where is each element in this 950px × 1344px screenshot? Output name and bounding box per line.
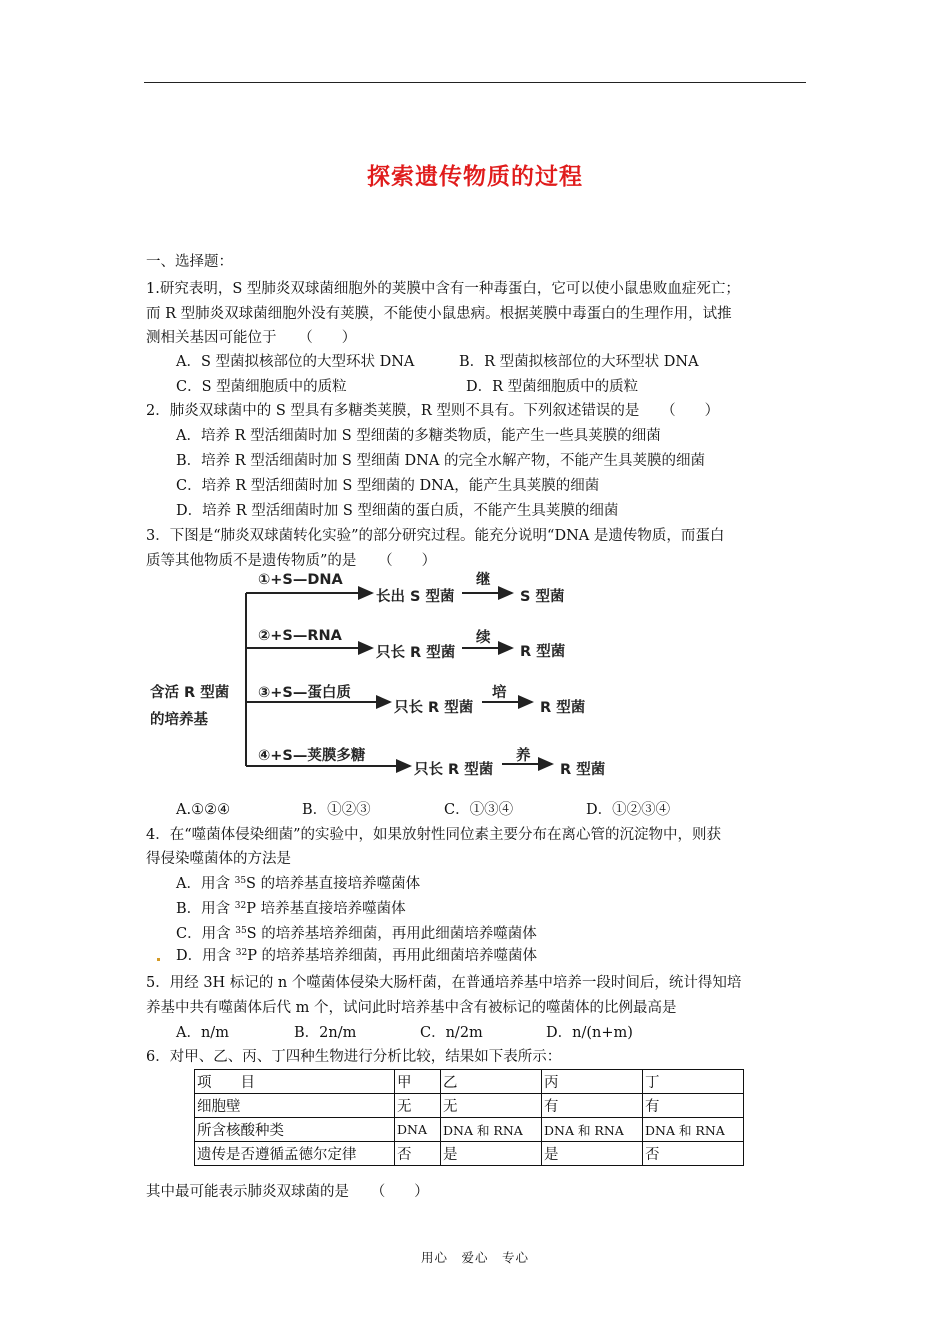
- diagram-final-2: R 型菌: [520, 644, 566, 660]
- q1-option-b: B．R 型菌拟核部位的大环型状 DNA: [459, 354, 699, 370]
- comparison-table: [194, 1069, 744, 1166]
- q2-option-d: D．培养 R 型活细菌时加 S 型细菌的蛋白质，不能产生具荚膜的细菌: [176, 503, 619, 519]
- q4-option-b: B．用含 $^{32}$P 培养基直接培养噬菌体: [176, 901, 406, 917]
- q3-line-1: 3．下图是“肺炎双球菌转化实验”的部分研究过程。能充分说明“DNA 是遗传物质，而蛋白: [146, 528, 725, 544]
- q3-option-d: D．①②③④: [586, 802, 671, 818]
- q5-option-c: C．n/2m: [420, 1025, 483, 1041]
- q5-line-1: 5．用经 3H 标记的 n 个噬菌体侵染大肠杆菌，在普通培养基中培养一段时间后，统计得知培: [146, 975, 742, 991]
- table-cell: 遗传是否遵循孟德尔定律: [195, 1142, 395, 1166]
- diagram-arrow-label-4: 养: [516, 748, 531, 764]
- q3-line-2: 质等其他物质不是遗传物质”的是 （ ）: [146, 553, 437, 569]
- page-title: 探索遗传物质的过程: [367, 164, 583, 190]
- table-cell: 否: [395, 1142, 441, 1166]
- diagram-branch-3: ③+S—蛋白质: [258, 685, 351, 701]
- diagram-branch-2: ②+S—RNA: [258, 628, 342, 644]
- diagram-arrow-label-2: 续: [476, 630, 491, 646]
- q1-option-c: C．S 型菌细胞质中的质粒: [176, 379, 347, 395]
- q6-line-2: 其中最可能表示肺炎双球菌的是 （ ）: [146, 1184, 429, 1200]
- table-cell: 乙: [441, 1070, 542, 1094]
- header-rule: [144, 82, 806, 83]
- q1-line-1: 1.研究表明，S 型肺炎双球菌细胞外的荚膜中含有一种毒蛋白，它可以使小鼠患败血症死亡；: [146, 281, 740, 297]
- q3-option-a: A.①②④: [176, 802, 231, 818]
- table-row: [195, 1142, 744, 1166]
- table-row: [195, 1118, 744, 1142]
- diagram-source-line-1: 含活 R 型菌: [150, 685, 230, 701]
- table-cell: 丁: [643, 1070, 744, 1094]
- q2-option-a: A．培养 R 型活细菌时加 S 型细菌的多糖类物质，能产生一些具荚膜的细菌: [176, 428, 661, 444]
- q1-line-2: 而 R 型肺炎双球菌细胞外没有荚膜，不能使小鼠患病。根据荚膜中毒蛋白的生理作用，试推: [146, 306, 732, 322]
- stray-dot: [157, 958, 160, 961]
- diagram-arrow-label-3: 培: [492, 685, 507, 701]
- diagram-branch-1: ①+S—DNA: [258, 572, 343, 588]
- q3-option-b: B．①②③: [302, 802, 371, 818]
- table-cell: 细胞壁: [195, 1094, 395, 1118]
- diagram-result-2: 只长 R 型菌: [376, 645, 456, 661]
- diagram-result-3: 只长 R 型菌: [394, 700, 474, 716]
- q5-option-d: D．n/(n+m): [546, 1025, 633, 1041]
- q4-option-d: D．用含 $^{32}$P 的培养基培养细菌，再用此细菌培养噬菌体: [176, 948, 538, 964]
- diagram-final-1: S 型菌: [520, 589, 565, 605]
- q5-option-b: B．2n/m: [294, 1025, 357, 1041]
- diagram-final-3: R 型菌: [540, 700, 586, 716]
- q4-option-a: A．用含 $^{35}$S 的培养基直接培养噬菌体: [176, 876, 421, 892]
- q3-option-c: C．①③④: [444, 802, 514, 818]
- table-cell: 无: [441, 1094, 542, 1118]
- table-cell: 项 目: [195, 1070, 395, 1094]
- diagram-final-4: R 型菌: [560, 762, 606, 778]
- diagram-branch-4: ④+S—荚膜多糖: [258, 748, 366, 764]
- diagram-result-4: 只长 R 型菌: [414, 762, 494, 778]
- table-cell: 是: [542, 1142, 643, 1166]
- q5-line-2: 养基中共有噬菌体后代 m 个，试问此时培养基中含有被标记的噬菌体的比例最高是: [146, 1000, 677, 1016]
- table-cell: 是: [441, 1142, 542, 1166]
- page-footer: 用心 爱心 专心: [420, 1250, 529, 1265]
- table-row: [195, 1094, 744, 1118]
- table-cell: 否: [643, 1142, 744, 1166]
- table-cell: 无: [395, 1094, 441, 1118]
- diagram-arrow-label-1: 继: [476, 572, 491, 588]
- q1-line-3: 测相关基因可能位于 （ ）: [146, 330, 357, 346]
- q2-option-c: C．培养 R 型活细菌时加 S 型细菌的 DNA，能产生具荚膜的细菌: [176, 478, 600, 494]
- table-row: [195, 1070, 744, 1094]
- q4-line-1: 4．在“噬菌体侵染细菌”的实验中，如果放射性同位素主要分布在离心管的沉淀物中，则获: [146, 827, 722, 843]
- q4-line-2: 得侵染噬菌体的方法是: [146, 851, 291, 867]
- q1-option-a: A．S 型菌拟核部位的大型环状 DNA: [176, 354, 415, 370]
- q6-line-1: 6．对甲、乙、丙、丁四种生物进行分析比较，结果如下表所示：: [146, 1049, 562, 1065]
- q2-option-b: B．培养 R 型活细菌时加 S 型细菌 DNA 的完全水解产物，不能产生具荚膜的细菌: [176, 453, 705, 469]
- table-cell: DNA: [395, 1118, 441, 1142]
- table-cell: 甲: [395, 1070, 441, 1094]
- table-cell: 丙: [542, 1070, 643, 1094]
- transformation-diagram: [140, 568, 620, 788]
- section-heading: 一、选择题：: [146, 254, 233, 270]
- table-cell: 有: [643, 1094, 744, 1118]
- table-cell: DNA 和 RNA: [643, 1118, 744, 1142]
- table-cell: DNA 和 RNA: [441, 1118, 542, 1142]
- diagram-source-line-2: 的培养基: [150, 712, 208, 728]
- q2-line-1: 2．肺炎双球菌中的 S 型具有多糖类荚膜，R 型则不具有。下列叙述错误的是 （ ）: [146, 403, 720, 419]
- diagram-result-1: 长出 S 型菌: [376, 589, 455, 605]
- table-cell: 所含核酸种类: [195, 1118, 395, 1142]
- table-cell: DNA 和 RNA: [542, 1118, 643, 1142]
- q4-option-c: C．用含 $^{35}$S 的培养基培养细菌，再用此细菌培养噬菌体: [176, 926, 537, 942]
- q1-option-d: D．R 型菌细胞质中的质粒: [466, 379, 639, 395]
- q5-option-a: A．n/m: [176, 1025, 229, 1041]
- table-cell: 有: [542, 1094, 643, 1118]
